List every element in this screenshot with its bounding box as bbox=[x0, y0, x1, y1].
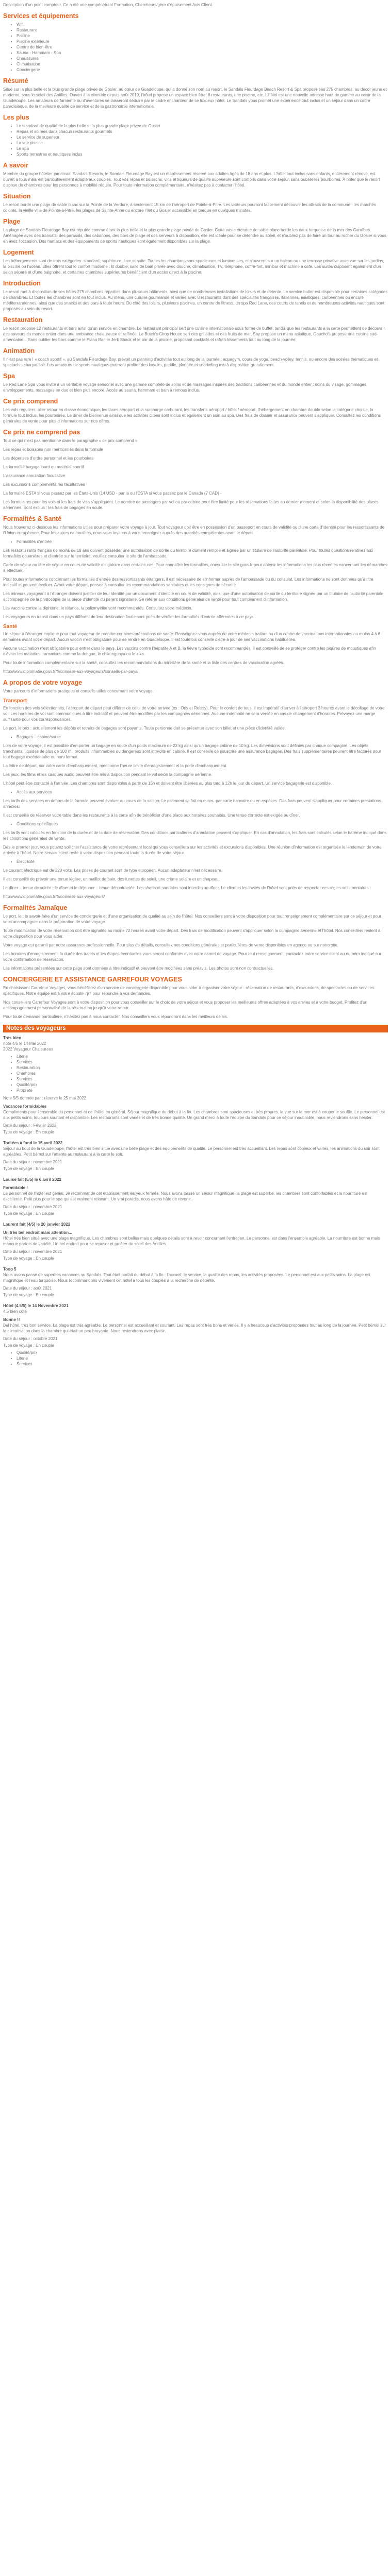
review-title: Toop 5 bbox=[3, 1267, 17, 1272]
review-criteria-list bbox=[3, 1350, 388, 1367]
propos-list bbox=[3, 789, 388, 795]
plus-item: • Repas et soirées dans chacun restaurants gourmets bbox=[17, 129, 388, 134]
review-item bbox=[3, 1140, 388, 1172]
review-criterion: • Services bbox=[17, 1361, 388, 1367]
review-subtitle: Un très bel endroit mais attention... bbox=[3, 1230, 72, 1235]
spa-text: Le Red Lane Spa vous invite à un véritable voyage sensoriel avec une gamme complète de soins et de massages inspirés des traditions caribéennes et du monde entier : soins du visage, gommages, enveloppements, massages en duo et bien plus encore. Accès au sauna, hammam et bain à remous inclus. bbox=[3, 382, 368, 393]
formalites-paragraph: Carte de séjour ou titre de séjour en cours de validité obligatoire dans certains cas. Pour connaître les formalités, consulter le site gouv.fr pour obtenir les informations les plus récentes concernant les démarches à effectuer. bbox=[3, 563, 388, 573]
sante-link[interactable]: http://www.diplomatie.gouv.fr/fr/conseils-aux-voyageurs/conseils-par-pays/ bbox=[3, 669, 139, 674]
review-title: Louise fait (5/5) le 6 avril 2022 bbox=[3, 1177, 61, 1182]
prix-exclus-item: Les repas et boissons non mentionnés dans la formule bbox=[3, 447, 103, 452]
restauration-title: Restauration bbox=[3, 316, 43, 324]
reviews-header: Notes des voyageurs bbox=[3, 1025, 388, 1032]
propos-list bbox=[3, 859, 388, 865]
review-criteria-list bbox=[3, 1054, 388, 1093]
formalites-title: Formalités & Santé bbox=[3, 515, 62, 522]
formalites-list bbox=[3, 539, 388, 545]
prix-comprend-title: Ce prix comprend bbox=[3, 398, 58, 405]
propos-paragraph: Les jeux, les films et les casques audio peuvent être mis à disposition pendant le vol selon la compagnie aérienne. bbox=[3, 772, 213, 777]
review-type: Type de voyage : En couple bbox=[3, 1343, 54, 1348]
propos-paragraph: Lors de votre voyage, il est possible d'emporter un bagage en soute d'un poids maximum de 23 kg ainsi qu'un bagage cabine de 10 kg. Les dimensions sont définies par chaque compagnie. Les objets tranchants, liquides de plus de 100 ml, produits inflammables ou dangereux sont interdits en cabine. Il est conseillé de souscrire une assurance bagages. Des frais supplémentaires peuvent être facturés pour tout bagage excédentaire ou hors format. bbox=[3, 743, 381, 759]
propos-item: • Conditions spécifiques bbox=[17, 821, 388, 827]
plage-text: La plage de Sandals Fleurdage Bay est réputée comme étant la plus belle et la plus grande plage privée de Gosier. Cette vaste étendue de sable blanc borde les eaux turquoise de la mer des Caraïbes. Aménagée avec des transats, des parasols, des cabanons, des bars de plage et des serveurs à disposition, elle est idéale pour se détendre au soleil, et n'oubliez pas de faire un tour au rocher du Gosier si vous en avez l'occasion. Des hamacs et des équipements de sports nautiques sont également disponibles sur la plage. bbox=[3, 228, 386, 244]
review-body: Le personnel de l'hôtel est génial. Je recommande cet établissement les yeux fermés. Nous avons passé un séjour magnifique, la plage est superbe, les chambres sont confortables et la nourriture est excellente. Petit plus pour le spa qui est vraiment relaxant. Un vrai paradis, nous avons hâte de revenir. bbox=[3, 1191, 368, 1201]
plage-title: Plage bbox=[3, 218, 21, 225]
logement-title: Logement bbox=[3, 249, 34, 256]
review-criterion: • Qualité/prix bbox=[17, 1350, 388, 1355]
propos-paragraph: Il est conseillé de prévoir une tenue légère, un maillot de bain, des lunettes de soleil, une crème solaire et un chapeau. bbox=[3, 877, 220, 882]
propos-paragraph: Le port, le prix : actuellement les dépôts et retraits de bagages sont payants. Toute personne doit se présenter avec son billet et une pièce d'identité valide. bbox=[3, 726, 286, 731]
formalites-jamaique-paragraph: Les horaires d'enregistrement, la durée des trajets et les étapes éventuelles vous seront confirmés avec votre carnet de voyage. Pour tout renseignement, contactez notre service client au numéro indiqué sur votre confirmation de réservation. bbox=[3, 952, 382, 962]
restauration-text: Le resort propose 12 restaurants et bars ainsi qu'un service en chambre. Le restaurant principal sert une cuisine internationale sous forme de buffet, tandis que les restaurants à la carte permettent de découvrir des saveurs du monde entier dans une ambiance chaleureuse et raffinée. Le Butch's Chop House sert des grillades et des fruits de mer, Soy propose un menu asiatique, Gaucho's propose une cuisine sud-américaine... Sans oublier les bars comme le Piano Bar, le Jerk Shack et le bar de la piscine, proposant cocktails et rafraîchissements tout au long de la journée. bbox=[3, 326, 385, 342]
animation-text: Il n'est pas rare ! « coach sportif », au Sandals Fleurdage Bay, prévoit un planning d'activités tout au long de la journée : aquagym, cours de yoga, beach-volley, tennis, ou encore des soirées thématiques et spectacles chaque soir. Les amateurs de sports nautiques pourront profiter des kayaks, paddle, plongée et snorkeling mis à disposition gratuitement. bbox=[3, 357, 378, 367]
sante-paragraph: Pour toute information complémentaire sur la santé, consultez les recommandations du ministère de la santé et la liste des centres de vaccination agréés. bbox=[3, 660, 284, 665]
prix-exclus-item: Les dépenses d'ordre personnel et les pourboires bbox=[3, 456, 94, 461]
transport-title: Transport bbox=[3, 698, 27, 704]
review-date: Date du séjour : octobre 2021 bbox=[3, 1336, 58, 1341]
formalites-text: Nous trouverez ci-dessous les informations utiles pour préparer votre voyage à jour. Tout voyageur doit être en possession d'un passeport en cours de validité ou d'une carte d'identité pour les ressortissants de l'Union européenne. Pour les autres nationalités, nous vous invitons à vous renseigner auprès des autorités compétentes avant le départ. bbox=[3, 525, 385, 535]
plus-item: • Le spa bbox=[17, 146, 388, 151]
formalites-jamaique-paragraph: Les informations présentées sur cette page sont données à titre indicatif et peuvent être modifiées sans préavis. Les photos sont non contractuelles. bbox=[3, 966, 274, 971]
review-subtitle: Formidable ! bbox=[3, 1185, 28, 1190]
review-subtitle: Bonne !! bbox=[3, 1317, 20, 1322]
spa-title: Spa bbox=[3, 372, 15, 380]
conciergerie-paragraph: Nos conseillers Carrefour Voyages sont à votre disposition pour vous conseiller sur le choix de votre séjour et vous proposer les meilleures offres adaptées à vos envies et à votre budget. Profitez d'un accompagnement personnalisé de la réservation jusqu'à votre retour. bbox=[3, 1000, 368, 1010]
review-body: Bel hôtel, très bon service. La plage est très agréable. Le personnel est accueillant et souriant. Les repas sont très bons et variés. Il y a beaucoup d'activités proposées tout au long de la journée. Petit bémol sur la climatisation dans la chambre qui était un peu bruyante. Nous reviendrons avec plaisir. bbox=[3, 1323, 386, 1333]
services-item: • Chaussures bbox=[17, 56, 388, 61]
prix-exclus-item: Tout ce qui n'est pas mentionné dans le paragraphe « ce prix comprend » bbox=[3, 438, 138, 443]
prix-exclus-item: La formalité bagage lourd ou matériel sportif bbox=[3, 465, 84, 469]
review-line: 4.5 bien côté bbox=[3, 1309, 27, 1314]
review-title: Très bien bbox=[3, 1036, 22, 1040]
propos-paragraph: Les tarifs sont calculés en fonction de la durée et de la date de réservation. Des conditions particulières d'annulation peuvent s'appliquer. En cas d'annulation, les frais sont calculés selon le barème indiqué dans les conditions générales de vente. bbox=[3, 831, 387, 841]
review-body: Compliments pour l'ensemble du personnel et de l'hôtel en général. Séjour magnifique du début à la fin. Les chambres sont spacieuses et très propres, la vue sur la mer est à couper le souffle. Le personnel est aux petits soins, toujours souriant et disponible. Les restaurants sont variés et de très bonne qualité. Un grand merci à toute l'équipe du Sandals pour ce séjour inoubliable, nous reviendrons sans hésiter. bbox=[3, 1110, 385, 1120]
review-title: Laurent fait (4/5) le 20 janvier 2022 bbox=[3, 1222, 71, 1227]
avenir-text: Membre du groupe hôtelier jamaïcain Sandals Resorts, le Sandals Fleurdage Bay est un établissement réservé aux adultes âgés de 18 ans et plus. L'hôtel tout inclus sans enfants, entièrement rénové, est ouvert à tous mais est particulièrement adapté aux couples. Tout vos repas et boissons, vins et liqueurs de qualité supérieure sont compris dans votre séjour, sans oublier les pourboires. À noter que le resort dispose de chambres pour les personnes à mobilité réduite. Pour toute information complémentaire, n'hésitez pas à contacter l'hôtel. bbox=[3, 172, 380, 188]
review-meta: Note 5/5 donnée par : réservé le 25 mai 2022 bbox=[3, 1096, 86, 1100]
avenir-title: A savoir bbox=[3, 162, 28, 169]
resume-text: Situé sur la plus belle et la plus grande plage privée de Gosier, au cœur de Guadeloupe, qui a donné son nom au resort, le Sandals Fleurdage Beach Resort & Spa propose ses 275 chambres, au décor jeune et moderne, sous le soleil des Antilles. Ouvert à la clientèle depuis août 2019, l'hôtel propose un espace bien-être, 8 restaurants, une piscine, etc. L'hôtel est une nouvelle adresse haut de gamme au cœur de la Guadeloupe. Les amateurs de farniente ou d'aventures se laisseront séduire par le cadre enchanteur de ce luxueux hôtel. Le Sandals vous promet une expérience tout inclus et un séjour dans un cadre paradisiaque, de la meilleure qualité de service et de la gastronomie internationale. bbox=[3, 87, 387, 109]
review-date: Date du séjour : novembre 2021 bbox=[3, 1160, 62, 1164]
conciergerie-text: En choisissant Carrefour Voyages, vous bénéficiez d'un service de conciergerie disponible pour vous aider à organiser votre séjour : réservation de restaurants, d'excursions, de spectacles ou de services spécifiques. Notre équipe est à votre écoute 7j/7 pour répondre à vos demandes. bbox=[3, 986, 374, 996]
review-criterion: • Chambres bbox=[17, 1071, 388, 1076]
prix-exclus-extra: Les formulaires pour les vols et les frais de visa s'appliquent. Le nombre de passagers par vol ou par cabine peut être limité pour les réservations faites au dernier moment et selon la disponibilité des places aériennes. Sont exclus : les frais de bagages en soute. bbox=[3, 500, 379, 510]
propos-paragraph: Dès le premier jour, vous pouvez solliciter l'assistance de votre représentant local qui vous conseillera sur les activités et excursions disponibles. Une réunion d'information est organisée le lendemain de votre arrivée à l'hôtel. Notre service client reste à votre disposition pendant toute la durée de votre séjour. bbox=[3, 845, 382, 855]
plus-item: • Le service de superieur bbox=[17, 134, 388, 140]
review-item bbox=[3, 1266, 388, 1298]
formalites-paragraph: Les mineurs voyageant à l'étranger doivent justifier de leur identité par un document d'identité en cours de validité, ainsi que d'une autorisation de sortie du territoire signée par un titulaire de l'autorité parentale accompagnée de la photocopie de la pièce d'identité du parent signataire. Se référer aux conditions générales de vente pour tout complément d'information. bbox=[3, 591, 384, 602]
formalites-jamaique-paragraph: Toute modification de votre réservation doit être signalée au moins 72 heures avant votre départ. Des frais de modification peuvent s'appliquer selon la compagnie aérienne et l'hôtel. Nos conseillers restent à votre disposition pour vous aider. bbox=[3, 928, 381, 939]
animation-title: Animation bbox=[3, 347, 35, 354]
review-date: Date du séjour : novembre 2021 bbox=[3, 1249, 62, 1254]
propos-paragraph: La lettre de départ, sur votre carte d'embarquement, mentionne l'heure limite d'enregistrement et la porte d'embarquement. bbox=[3, 764, 227, 768]
services-item: • Sauna - Hammam - Spa bbox=[17, 50, 388, 56]
formalites-jamaique-paragraph: Votre voyage est garanti par notre assurance professionnelle. Pour plus de détails, consultez nos conditions générales et particulières de vente disponibles en agence ou sur notre site. bbox=[3, 943, 339, 947]
services-item: • Climatisation bbox=[17, 61, 388, 67]
services-item: • Piscine extérieure bbox=[17, 39, 388, 44]
review-criterion: • Services bbox=[17, 1059, 388, 1065]
sante-title: Santé bbox=[3, 624, 18, 630]
plus-item: • Le standard de qualité de la plus belle et la plus grande plage privée de Gosier bbox=[17, 123, 388, 129]
plus-title: Les plus bbox=[3, 114, 29, 121]
prix-comprend-text: Les vols réguliers, aller-retour en classe économique, les taxes aéroport et la surcharge carburant, les transferts aéroport / hôtel / aéroport, l'hébergement en chambre double selon la catégorie choisie, la formule tout inclus, les pourboires. Le dîner de bienvenue ainsi que les activités citées sont inclus et également un soin au spa. Des frais de dossier et assurance peuvent s'appliquer. Consultez les conditions générales de vente pour plus d'informations sur nos offres. bbox=[3, 408, 381, 423]
review-type: Type de voyage : En couple bbox=[3, 1130, 54, 1134]
propos-item: • Bagages – cabine/soute bbox=[17, 734, 388, 740]
services-item: • Restaurant bbox=[17, 27, 388, 33]
services-list bbox=[3, 22, 388, 73]
review-body: Séjour au bout de la Guadeloupe, l'hôtel est très bien situé avec une belle plage et des équipements de qualité. Le personnel est très accueillant. Les repas sont copieux et variés, les animations du soir sont agréables. Petit bémol sur l'attente au restaurant à la carte le soir. bbox=[3, 1146, 380, 1157]
review-criterion: • Services bbox=[17, 1076, 388, 1082]
formalites-item: • Formalités d'entrée bbox=[17, 539, 388, 545]
review-type: Type de voyage : En couple bbox=[3, 1211, 54, 1216]
introduction-text: Le resort met à disposition de ses hôtes 275 chambres réparties dans plusieurs bâtiments, ainsi que de nombreuses installations de loisirs et de détente. Le service butler est disponible pour certaines catégories de chambres. Et toutes les chambres sont en tout inclus. Au menu, une cuisine gourmande et variée avec 8 restaurants dont des spécialités françaises, italiennes, asiatiques, caribéennes ou encore méditerranéennes, ainsi que des snacks et des bars à toute heure. Du côté des loisirs, plusieurs piscines, un centre de fitness, un spa Red Lane, des courts de tennis et de nombreuses activités nautiques sont proposés au sein du resort. bbox=[3, 290, 388, 311]
review-criterion: • Literie bbox=[17, 1054, 388, 1059]
review-title: Traitées à fond le 15 avril 2022 bbox=[3, 1141, 63, 1145]
propos-link[interactable]: http://www.diplomatie.gouv.fr/fr/conseils-aux-voyageurs/ bbox=[3, 894, 105, 899]
review-date: Date du séjour : novembre 2021 bbox=[3, 1205, 62, 1209]
formalites-paragraph: Les vaccins contre la diphtérie, le tétanos, la poliomyélite sont recommandés. Consultez votre médecin. bbox=[3, 606, 192, 611]
prix-exclus-item: L'assurance annulation facultative bbox=[3, 473, 66, 478]
conciergerie-title: CONCIERGERIE ET ASSISTANCE GARREFOUR VOYAGES bbox=[3, 976, 182, 983]
review-item bbox=[3, 1035, 388, 1135]
situation-title: Situation bbox=[3, 193, 31, 200]
propos-paragraph: Les tarifs des services en dehors de la formule peuvent évoluer au cours de la saison. Le paiement se fait en euros, par carte bancaire ou en espèces. Des frais peuvent s'appliquer pour certaines prestations annexes. bbox=[3, 799, 381, 809]
propos-list bbox=[3, 734, 388, 740]
prix-exclus-title: Ce prix ne comprend pas bbox=[3, 429, 80, 436]
propos-paragraph: Il est conseillé de réserver votre table dans les restaurants à la carte afin de bénéficier d'une place aux horaires souhaités. Une tenue correcte est exigée au dîner. bbox=[3, 813, 300, 818]
propos-paragraph: L'hôtel peut être contacté à l'arrivée. Les chambres sont disponibles à partir de 15h et doivent être libérées au plus tard à 12h le jour du départ. Un service bagagerie est disponible. bbox=[3, 781, 332, 786]
propos-item: • Accès aux services bbox=[17, 789, 388, 795]
services-item: • Piscine bbox=[17, 33, 388, 39]
propos-item: • Électricité bbox=[17, 859, 388, 865]
propos-title: A propos de votre voyage bbox=[3, 679, 83, 686]
formalites-paragraph: Les ressortissants français de moins de 18 ans doivent posséder une autorisation de sortie du territoire dûment remplie et signée par un titulaire de l'autorité parentale. Pour toutes questions relatives aux formalités douanières et d'entrée sur le territoire, veuillez consulter le site de l'ambassade. bbox=[3, 548, 373, 558]
review-line: note 4/5 le 14 Mai 2022 bbox=[3, 1041, 46, 1046]
formalites-paragraph: Pour toutes informations concernant les formalités d'entrée des ressortissants étrangers, il est nécessaire de s'informer auprès de l'ambassade ou du consulat. Les informations ne sont données qu'à titre indicatif et peuvent évoluer. Avant votre départ, pensez à consulter les recommandations sanitaires et les consignes de sécurité. bbox=[3, 577, 373, 587]
review-type: Type de voyage : En couple bbox=[3, 1256, 54, 1261]
propos-text: Votre parcours d'informations pratiques et conseils utiles concernant votre voyage. bbox=[3, 689, 154, 693]
introduction-title: Introduction bbox=[3, 280, 41, 287]
review-line: 2022 Voyageur Chaleureux bbox=[3, 1047, 53, 1052]
transport-text: En fonction des vols sélectionnés, l'aéroport de départ peut différer de celui de votre arrivée (ex : Orly et Roissy). Pour le confort de tous, il est impératif d'arriver à l'aéroport 3 heures avant le décollage de votre vol. Les horaires de vol sont communiqués à titre indicatif et peuvent être modifiés par les compagnies aériennes. Aucune indemnité ne sera versée en cas de changement d'horaires. Prévoyez une marge suffisante pour vos correspondances. bbox=[3, 706, 385, 722]
propos-paragraph: Le courant électrique est de 220 volts. Les prises de courant sont de type européen. Aucun adaptateur n'est nécessaire. bbox=[3, 868, 222, 873]
services-item: • Conciergerie bbox=[17, 67, 388, 73]
services-item: • Wifi bbox=[17, 22, 388, 27]
review-criterion: • Qualité/prix bbox=[17, 1082, 388, 1088]
review-type: Type de voyage : En couple bbox=[3, 1166, 54, 1171]
sante-text: Un séjour à l'étranger implique pour tout voyageur de prendre certaines précautions de santé. Renseignez-vous auprès de votre médecin traitant ou d'un centre de vaccinations internationales au moins 4 à 6 semaines avant votre départ. Aucun vaccin n'est obligatoire pour se rendre en Guadeloupe. Il est toutefois conseillé d'être à jour de ses vaccinations habituelles. bbox=[3, 632, 381, 642]
formalites-jamaique-text: Le port, le : le savoir-faire d'un service de conciergerie et d'une organisation de qualité au sein de l'hôtel. Nos conseillers sont à votre disposition pour tout renseignement complémentaire sur ce séjour et pour vous accompagner dans la préparation de votre voyage. bbox=[3, 914, 381, 924]
resume-title: Résumé bbox=[3, 77, 28, 84]
review-type: Type de voyage : En couple bbox=[3, 1293, 54, 1297]
prix-exclus-item: Les excursions complémentaires facultatives bbox=[3, 482, 85, 487]
intro-text: Description d'un point compteur. Ce a été une compénétrant Formation, Chercheurs/gère d'épuisement Avis Client bbox=[3, 3, 212, 7]
review-title: Hôtel (4.5/5) le 14 Novembre 2021 bbox=[3, 1303, 69, 1308]
propos-list bbox=[3, 821, 388, 827]
review-criterion: • Literie bbox=[17, 1355, 388, 1361]
propos-paragraph: Le dîner – tenue de soirée ; le dîner et le déjeuner – tenue décontractée. Les shorts et sandales sont interdits au dîner. Le client et les invités de l'hôtel sont priés de respecter ces règles vestimentaires. bbox=[3, 886, 370, 890]
review-item bbox=[3, 1303, 388, 1367]
review-date: Date du séjour : août 2021 bbox=[3, 1286, 52, 1291]
review-criterion: • Propreté bbox=[17, 1088, 388, 1093]
conciergerie-paragraph: Pour toute demande particulière, n'hésitez pas à nous contacter. Nos conseillers vous répondront dans les meilleurs délais. bbox=[3, 1014, 228, 1019]
review-body: Hôtel très bien situé avec une plage magnifique. Les chambres sont belles mais quelques détails sont à revoir concernant l'entretien. Le personnel est dans l'ensemble agréable. La nourriture est bonne mais manque parfois de variété. Un bel endroit pour se reposer et profiter du soleil des Antilles. bbox=[3, 1236, 380, 1246]
review-item bbox=[3, 1222, 388, 1261]
review-criterion: • Restauration bbox=[17, 1065, 388, 1071]
situation-text: Le resort bordé une plage de sable blanc sur la Pointe de la Verdure, à seulement 15 km de l'aéroport de Pointe-à-Pitre. Les visiteurs pourront facilement découvrir les attraits de la commune : les marchés colorés, la vieille ville de Pointe-à-Pitre, les plages de Sainte-Anne ou encore l'îlet du Gosier accessible en barque en quelques minutes. bbox=[3, 202, 376, 213]
formalites-paragraph: Les voyageurs en transit dans un pays différent de leur destination finale sont priés de vérifier les formalités d'entrée afférentes à ce pays. bbox=[3, 615, 255, 619]
review-date: Date du séjour : Février 2022 bbox=[3, 1123, 57, 1128]
logement-text: Les hébergements sont de trois catégories: standard, supérieure, luxe et suite. Toutes les chambres sont spacieuses et lumineuses, et s'ouvrent sur un balcon ou une terrasse privative avec vue sur les jardins, la piscine ou l'océan. Elles offrent tout le confort moderne : lit double, salle de bain privée avec douche, climatisation, TV, téléphone, coffre-fort, minibar et machine à café. Les suites disposent également d'un salon séparé et d'une baignoire, et certaines chambres supérieures bénéficient d'un accès direct à la piscine. bbox=[3, 259, 384, 275]
services-title: Services et équipements bbox=[3, 12, 79, 20]
services-item: • Centre de bien-être bbox=[17, 44, 388, 50]
formalites-jamaique-title: Formalités Jamaïque bbox=[3, 904, 68, 911]
review-subtitle: Vacances formidables bbox=[3, 1104, 47, 1109]
plus-item: • La vue piscine bbox=[17, 140, 388, 146]
review-item bbox=[3, 1177, 388, 1216]
sante-paragraph: Aucune vaccination n'est obligatoire pour entrer dans le pays. Les vaccins contre l'hépatite A et B, la fièvre typhoïde sont recommandés. Il est conseillé de se protéger contre les piqûres de moustiques afin d'éviter les maladies transmises comme la dengue, le chikungunya ou le zika. bbox=[3, 646, 376, 656]
plus-list bbox=[3, 123, 388, 157]
plus-item: • Sports terrestres et nautiques inclus bbox=[17, 151, 388, 157]
review-body: Nous avons passé de superbes vacances au Sandals. Tout était parfait du début à la fin : l'accueil, le service, la qualité des repas, les activités proposées. Le personnel est aux petits soins. La plage est magnifique et l'eau turquoise. Nous recommandons vivement cet hôtel à tous les couples à la recherche de détente. bbox=[3, 1273, 371, 1283]
prix-exclus-extra: La formalité ESTA si vous passez par les États-Unis (14 USD - par la ou l'ESTA si vous passez par le Canada (7 CAD) - bbox=[3, 491, 222, 496]
